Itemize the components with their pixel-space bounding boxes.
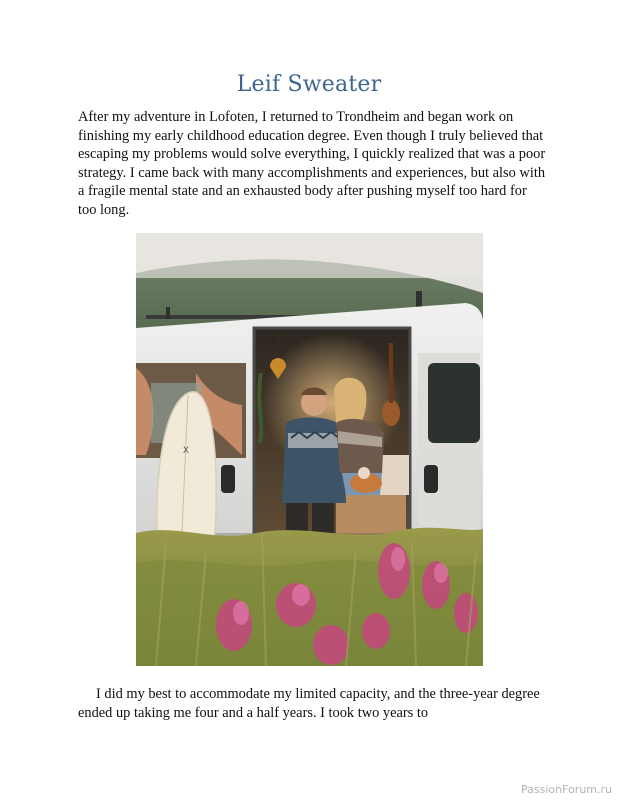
svg-text:X: X (182, 446, 190, 456)
body-paragraph: I did my best to accommodate my limited capacity, and the three-year degree ended up taking me four and a half years. I took two years to (78, 686, 540, 721)
body-paragraph: After my adventure in Lofoten, I returned to Trondheim and began work on finishing my early childhood education degree. Even though I truly believed that escaping my problems would solve everything, I quickly realized that was a poor strategy. I came back with many accomplishments and experiences, but also with a fragile mental state and an exhausted body after pushing myself too hard for too long. (78, 109, 546, 218)
photo-couple-in-van (136, 233, 483, 666)
watermark: PassionForum.ru (521, 783, 612, 796)
page-title: Leif Sweater (236, 72, 382, 97)
